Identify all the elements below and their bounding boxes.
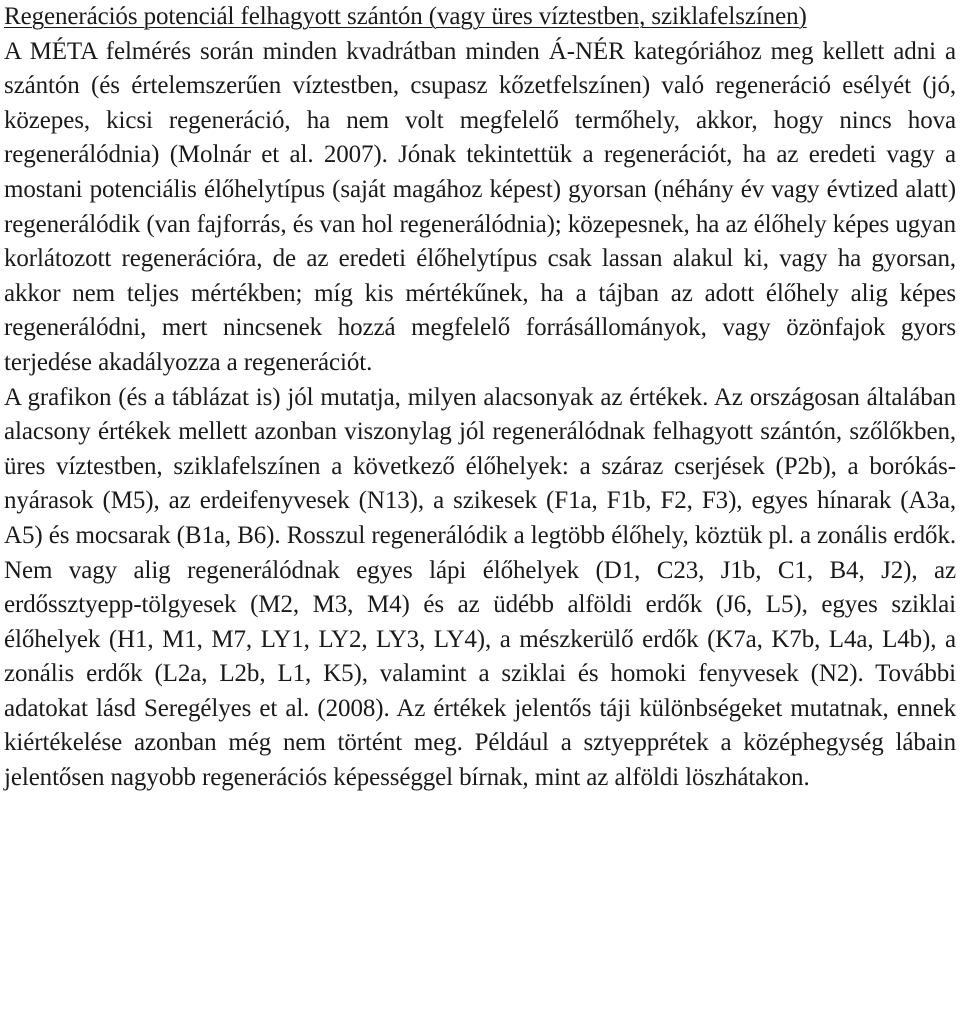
- section-heading: Regenerációs potenciál felhagyott szántón (vagy üres víztestben, sziklafelszínen): [4, 3, 807, 30]
- paragraph-graph-results: A grafikon (és a táblázat is) jól mutatja, milyen alacsonyak az értékek. Az országosan általában alacsony értékek mellett azonban viszonylag jól regenerálódnak felhagyott szántón, szőlőkben, üres víztestben, sziklafelszínen a következő élőhelyek: a száraz cserjések (P2b), a borókás-nyárasok (M5), az erdeifenyvesek (N13), a szikesek (F1a, F1b, F2, F3), egyes hínarak (A3a, A5) és mocsarak (B1a, B6). Rosszul regenerálódik a legtöbb élőhely, köztük pl. a zonális erdők. Nem vagy alig regenerálódnak egyes lápi élőhelyek (D1, C23, J1b, C1, B4, J2), az erdőssztyepp-tölgyesek (M2, M3, M4) és az üdébb alföldi erdők (J6, L5), egyes sziklai élőhelyek (H1, M1, M7, LY1, LY2, LY3, LY4), a mészkerülő erdők (K7a, K7b, L4a, L4b), a zonális erdők (L2a, L2b, L1, K5), valamint a sziklai és homoki fenyvesek (N2). További adatokat lásd Seregélyes et al. (2008). Az értékek jelentős táji különbségeket mutatnak, ennek kiértékelése azonban még nem történt meg. Például a sztyepprétek a középhegység lábain jelentősen nagyobb regenerációs képességgel bírnak, mint az alföldi löszhátakon.: [4, 383, 956, 792]
- paragraph-meta-survey: A MÉTA felmérés során minden kvadrátban minden Á-NÉR kategóriához meg kellett adni a szántón (és értelemszerűen víztestben, csupasz kőzetfelszínen) való regeneráció esélyét (jó, közepes, kicsi regeneráció, ha nem volt megfelelő termőhely, akkor, hogy nincs hova regenerálódnia) (Molnár et al. 2007). Jónak tekintettük a regenerációt, ha az eredeti vagy a mostani potenciális élőhelytípus (saját magához képest) gyorsan (néhány év vagy évtized alatt) regenerálódik (van fajforrás, és van hol regenerálódnia); közepesnek, ha az élőhely képes ugyan korlátozott regenerációra, de az eredeti élőhelytípus csak lassan alakul ki, vagy ha gyorsan, akkor nem teljes mértékben; míg kis mértékűnek, ha a tájban az adott élőhely alig képes regenerálódni, mert nincsenek hozzá megfelelő forrásállományok, vagy özönfajok gyors terjedése akadályozza a regenerációt.: [4, 37, 956, 376]
